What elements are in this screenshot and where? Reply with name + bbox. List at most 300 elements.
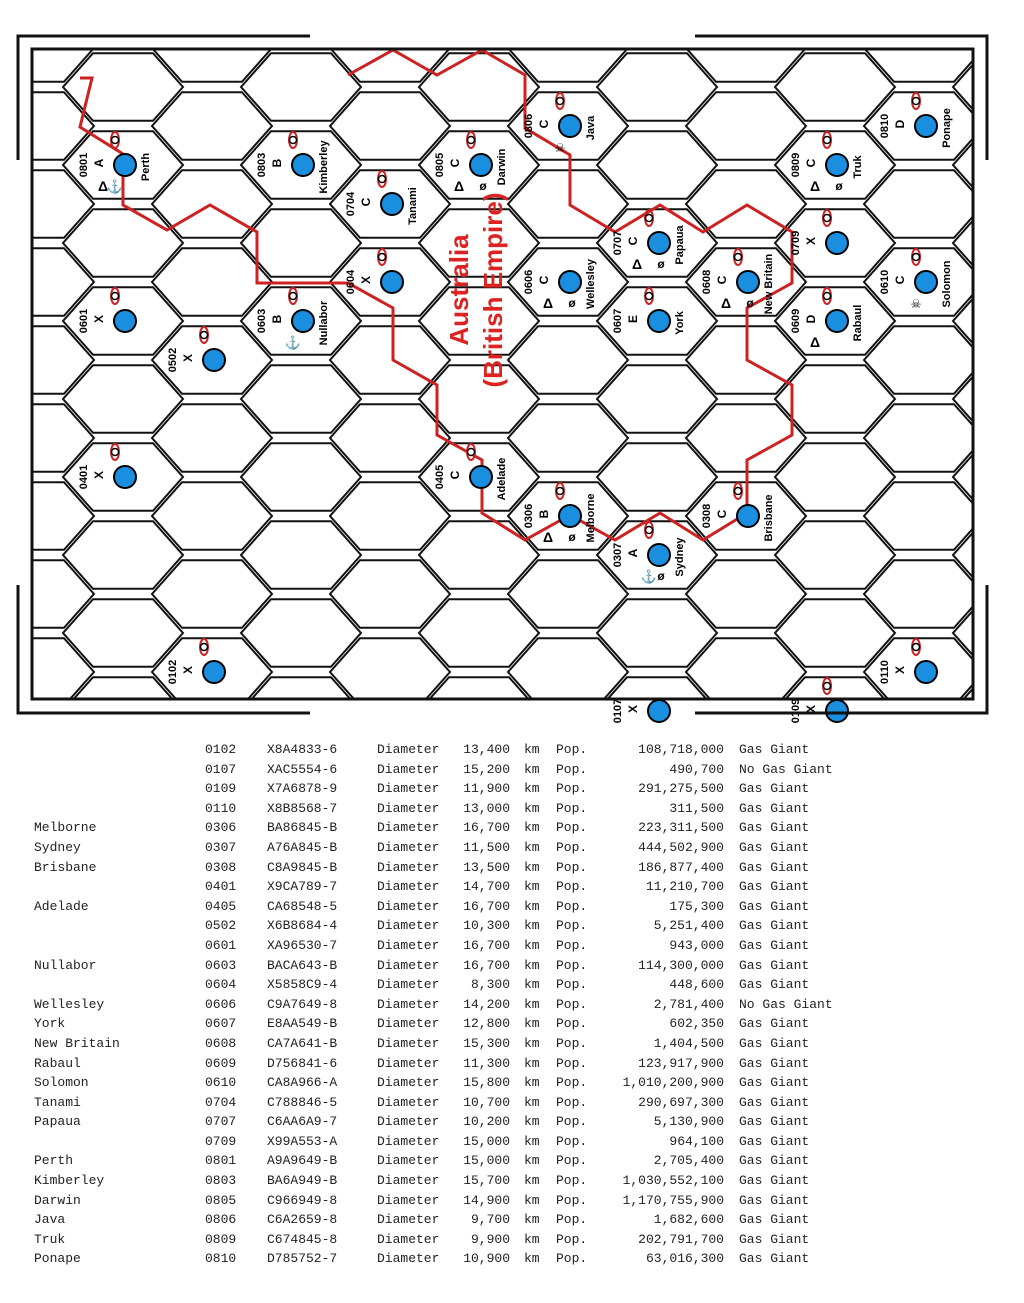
diameter-label: Diameter: [377, 996, 440, 1012]
hex-cell: 0801: [205, 1153, 237, 1169]
hex-number: 0405: [434, 464, 446, 490]
km-label: km: [524, 1153, 540, 1169]
world-name: Wellesley: [585, 259, 597, 309]
uwp-cell: X8B8568-7: [267, 800, 338, 816]
starport-code: X: [804, 236, 818, 246]
diameter-label: Diameter: [377, 1035, 440, 1051]
hex-number: 0107: [612, 698, 624, 724]
uwp-cell: X7A6878-9: [267, 781, 338, 797]
uwp-cell: X6B8684-4: [267, 918, 338, 934]
diameter-label: Diameter: [377, 1231, 440, 1247]
hex-cell: 0704: [205, 1094, 237, 1110]
table-row: [0, 860, 1024, 880]
km-label: km: [524, 1055, 540, 1071]
hex-cell: 0603: [205, 957, 237, 973]
world-icon: [826, 154, 848, 176]
population-value: 123,917,900: [638, 1055, 724, 1071]
uwp-cell: D756841-6: [267, 1055, 338, 1071]
hex-cell: 0102: [205, 742, 237, 757]
world-icon: [826, 310, 848, 332]
world-icon: [470, 154, 492, 176]
hex-cell: 0806: [205, 1212, 237, 1228]
diameter-value: 14,900: [463, 1192, 510, 1208]
world-icon: [559, 505, 581, 527]
diameter-value: 10,900: [463, 1251, 510, 1267]
starport-code: X: [92, 470, 106, 480]
km-label: km: [524, 820, 540, 836]
diameter-value: 14,200: [463, 996, 510, 1012]
pop-label: Pop.: [556, 1035, 588, 1051]
starport-code: X: [92, 314, 106, 324]
pop-label: Pop.: [556, 1173, 588, 1189]
hex-cell: 0608: [205, 1035, 237, 1051]
diameter-label: Diameter: [377, 937, 440, 953]
world-icon: [648, 310, 670, 332]
hex-cell: 0306: [205, 820, 237, 836]
gas-giant-cell: Gas Giant: [739, 820, 810, 836]
scout-base-icon: Δ: [809, 178, 821, 194]
world-name: Adelade: [496, 457, 508, 501]
gas-giant-cell: No Gas Giant: [739, 996, 833, 1012]
pop-label: Pop.: [556, 1251, 588, 1267]
world-name: Sydney: [674, 537, 686, 577]
gas-giant-cell: Gas Giant: [739, 937, 810, 953]
hex-number: 0803: [256, 152, 268, 178]
population-value: 2,705,400: [653, 1153, 724, 1169]
world-icon: [381, 193, 403, 215]
uwp-cell: E8AA549-B: [267, 1016, 338, 1032]
uwp-cell: C6A2659-8: [267, 1212, 338, 1228]
world-icon: [114, 310, 136, 332]
world-name-cell: York: [34, 1016, 66, 1032]
km-label: km: [524, 1251, 540, 1267]
table-row: [0, 840, 1024, 860]
uwp-cell: D785752-7: [267, 1251, 338, 1267]
pop-label: Pop.: [556, 781, 588, 797]
world-name-cell: Brisbane: [34, 859, 97, 875]
world-name: Papaua: [674, 225, 686, 265]
population-value: 444,502,900: [638, 839, 724, 855]
diameter-value: 16,700: [463, 957, 510, 973]
pop-label: Pop.: [556, 859, 588, 875]
diameter-value: 14,700: [463, 879, 510, 895]
world-name: Melborne: [585, 493, 597, 543]
pop-label: Pop.: [556, 957, 588, 973]
km-label: km: [524, 1212, 540, 1228]
hex-cell: 0110: [205, 800, 237, 816]
pop-label: Pop.: [556, 1075, 588, 1091]
pop-label: Pop.: [556, 1094, 588, 1110]
world-icon: [915, 661, 937, 683]
uwp-cell: C6AA6A9-7: [267, 1114, 338, 1130]
hex-cell: 0610: [205, 1075, 237, 1091]
gas-giant-cell: Gas Giant: [739, 781, 810, 797]
region-label-line1: Australia: [444, 234, 474, 346]
world-icon: [470, 466, 492, 488]
km-label: km: [524, 859, 540, 875]
table-row: [0, 781, 1024, 801]
uwp-cell: BACA643-B: [267, 957, 338, 973]
world-name-cell: Perth: [34, 1153, 74, 1169]
km-label: km: [524, 742, 540, 757]
gas-giant-cell: Gas Giant: [739, 1133, 810, 1149]
starport-code: C: [537, 275, 551, 285]
world-name-cell: Solomon: [34, 1075, 89, 1091]
hex-cell: 0809: [205, 1231, 237, 1247]
uwp-cell: BA86845-B: [267, 820, 338, 836]
km-label: km: [524, 1035, 540, 1051]
travel-zone-icon: ☠: [554, 141, 566, 155]
world-name: Solomon: [941, 260, 953, 308]
pop-label: Pop.: [556, 977, 588, 993]
starport-code: C: [715, 275, 729, 285]
pop-label: Pop.: [556, 1192, 588, 1208]
world-name: York: [674, 311, 686, 335]
world-name-cell: Melborne: [34, 820, 97, 836]
gas-giant-cell: Gas Giant: [739, 1251, 810, 1267]
table-row: [0, 1193, 1024, 1213]
table-row: [0, 1056, 1024, 1076]
hex-cell: 0601: [205, 937, 237, 953]
world-icon: [737, 505, 759, 527]
gas-giant-cell: Gas Giant: [739, 1055, 810, 1071]
uwp-cell: A76A845-B: [267, 839, 338, 855]
world-icon: [114, 466, 136, 488]
km-label: km: [524, 839, 540, 855]
table-row: [0, 1251, 1024, 1271]
pop-label: Pop.: [556, 1016, 588, 1032]
pop-label: Pop.: [556, 879, 588, 895]
gas-giant-cell: Gas Giant: [739, 1153, 810, 1169]
pop-label: Pop.: [556, 937, 588, 953]
world-icon: [915, 115, 937, 137]
km-label: km: [524, 781, 540, 797]
scout-base-icon: Δ: [809, 334, 821, 350]
uwp-cell: C8A9845-B: [267, 859, 338, 875]
population-value: 448,600: [669, 977, 724, 993]
hex-cell: 0307: [205, 839, 237, 855]
population-value: 11,210,700: [645, 879, 724, 895]
hex-number: 0810: [879, 113, 891, 139]
km-label: km: [524, 800, 540, 816]
hex-number: 0307: [612, 542, 624, 568]
world-icon: [559, 115, 581, 137]
table-row: [0, 1153, 1024, 1173]
diameter-value: 9,700: [470, 1212, 510, 1228]
table-row: [0, 1036, 1024, 1056]
population-value: 311,500: [669, 800, 724, 816]
table-row: [0, 879, 1024, 899]
uwp-cell: BA6A949-B: [267, 1173, 338, 1189]
pop-label: Pop.: [556, 1153, 588, 1169]
table-row: [0, 1016, 1024, 1036]
hex-number: 0608: [701, 269, 713, 295]
population-value: 291,275,500: [638, 781, 724, 797]
km-label: km: [524, 918, 540, 934]
naval-base-icon: ⚓: [106, 179, 124, 194]
population-value: 290,697,300: [638, 1094, 724, 1110]
world-name-cell: Ponape: [34, 1251, 81, 1267]
world-name: New Britain: [763, 253, 775, 315]
population-value: 602,350: [669, 1016, 724, 1032]
population-value: 2,781,400: [653, 996, 724, 1012]
diameter-value: 11,900: [463, 781, 510, 797]
population-value: 63,016,300: [645, 1251, 724, 1267]
gas-giant-cell: Gas Giant: [739, 918, 810, 934]
world-data-table: [0, 742, 1024, 1271]
population-value: 114,300,000: [638, 957, 724, 973]
km-label: km: [524, 1114, 540, 1130]
starport-code: X: [626, 704, 640, 714]
starport-code: C: [537, 119, 551, 129]
pop-label: Pop.: [556, 996, 588, 1012]
diameter-label: Diameter: [377, 1192, 440, 1208]
world-icon: [292, 154, 314, 176]
naval-base-icon: ⚓: [640, 569, 658, 584]
diameter-value: 10,200: [463, 1114, 510, 1130]
gas-giant-cell: Gas Giant: [739, 879, 810, 895]
pop-label: Pop.: [556, 742, 588, 757]
population-value: 186,877,400: [638, 859, 724, 875]
scout-base-icon: Δ: [453, 178, 465, 194]
table-row: [0, 762, 1024, 782]
world-icon: [648, 232, 670, 254]
naval-base-icon: ⚓: [284, 335, 302, 350]
diameter-value: 15,700: [463, 1173, 510, 1189]
gas-giant-cell: No Gas Giant: [739, 761, 833, 777]
world-name-cell: Java: [34, 1212, 66, 1228]
scout-base-icon: Δ: [542, 295, 554, 311]
population-value: 943,000: [669, 937, 724, 953]
diameter-value: 10,700: [463, 1094, 510, 1110]
hex-number: 0805: [434, 152, 446, 178]
starport-code: C: [893, 275, 907, 285]
table-row: [0, 899, 1024, 919]
diameter-label: Diameter: [377, 977, 440, 993]
world-name-cell: Adelade: [34, 898, 89, 914]
table-row: [0, 1212, 1024, 1232]
diameter-label: Diameter: [377, 898, 440, 914]
diameter-label: Diameter: [377, 1075, 440, 1091]
hex-cell: 0607: [205, 1016, 237, 1032]
scout-base-icon: Δ: [97, 178, 109, 194]
hex-number: 0607: [612, 308, 624, 334]
hex-number: 0502: [167, 347, 179, 373]
hex-number: 0109: [790, 698, 802, 724]
diameter-value: 8,300: [470, 977, 510, 993]
scout-base-icon: Δ: [542, 529, 554, 545]
pop-label: Pop.: [556, 820, 588, 836]
world-name: Ponape: [941, 108, 953, 148]
gas-giant-cell: Gas Giant: [739, 1212, 810, 1228]
water-icon: ø: [568, 296, 576, 310]
world-icon: [826, 700, 848, 722]
hex-number: 0604: [345, 269, 357, 295]
starport-code: B: [270, 158, 284, 168]
km-label: km: [524, 1016, 540, 1032]
world-icon: [826, 232, 848, 254]
km-label: km: [524, 898, 540, 914]
pop-label: Pop.: [556, 1133, 588, 1149]
world-name-cell: Rabaul: [34, 1055, 81, 1071]
table-row: [0, 997, 1024, 1017]
water-icon: ø: [657, 257, 665, 271]
world-name-cell: Kimberley: [34, 1173, 105, 1189]
table-row: [0, 918, 1024, 938]
hex-number: 0110: [879, 660, 891, 684]
gas-giant-cell: Gas Giant: [739, 839, 810, 855]
world-icon: [114, 154, 136, 176]
diameter-value: 13,500: [463, 859, 510, 875]
diameter-value: 9,900: [470, 1231, 510, 1247]
diameter-label: Diameter: [377, 859, 440, 875]
starport-code: A: [626, 548, 640, 558]
hex-number: 0606: [523, 269, 535, 295]
gas-giant-cell: Gas Giant: [739, 898, 810, 914]
starport-code: C: [448, 158, 462, 168]
diameter-label: Diameter: [377, 1251, 440, 1267]
population-value: 223,311,500: [638, 820, 724, 836]
population-value: 175,300: [669, 898, 724, 914]
diameter-label: Diameter: [377, 800, 440, 816]
diameter-label: Diameter: [377, 820, 440, 836]
uwp-cell: CA7A641-B: [267, 1035, 338, 1051]
table-row: [0, 1232, 1024, 1252]
km-label: km: [524, 957, 540, 973]
table-row: [0, 1173, 1024, 1193]
table-row: [0, 1095, 1024, 1115]
population-value: 1,404,500: [653, 1035, 724, 1051]
hex-number: 0609: [790, 308, 802, 334]
population-value: 5,130,900: [653, 1114, 724, 1130]
diameter-value: 15,300: [463, 1035, 510, 1051]
diameter-value: 11,300: [463, 1055, 510, 1071]
population-value: 108,718,000: [638, 742, 724, 757]
water-icon: ø: [657, 569, 665, 583]
diameter-label: Diameter: [377, 742, 440, 757]
starport-code: C: [359, 197, 373, 207]
world-name: Brisbane: [763, 494, 775, 542]
hex-number: 0401: [78, 464, 90, 490]
starport-code: C: [804, 158, 818, 168]
hex-cell: 0109: [205, 781, 237, 797]
diameter-label: Diameter: [377, 1114, 440, 1130]
uwp-cell: C966949-8: [267, 1192, 338, 1208]
diameter-label: Diameter: [377, 1094, 440, 1110]
gas-giant-cell: Gas Giant: [739, 1231, 810, 1247]
world-icon: [381, 271, 403, 293]
hex-number: 0806: [523, 113, 535, 139]
world-icon: [737, 271, 759, 293]
scout-base-icon: Δ: [720, 295, 732, 311]
gas-giant-cell: Gas Giant: [739, 1075, 810, 1091]
table-row: [0, 1114, 1024, 1134]
table-row: [0, 958, 1024, 978]
world-icon: [648, 544, 670, 566]
starport-code: C: [448, 470, 462, 480]
world-icon: [648, 700, 670, 722]
diameter-label: Diameter: [377, 1173, 440, 1189]
km-label: km: [524, 1192, 540, 1208]
starport-code: X: [893, 665, 907, 675]
pop-label: Pop.: [556, 1055, 588, 1071]
km-label: km: [524, 1094, 540, 1110]
diameter-label: Diameter: [377, 1153, 440, 1169]
population-value: 1,010,200,900: [622, 1075, 724, 1091]
population-value: 964,100: [669, 1133, 724, 1149]
diameter-value: 15,000: [463, 1153, 510, 1169]
uwp-cell: C674845-8: [267, 1231, 338, 1247]
region-label-line2: (British Empire): [478, 192, 508, 388]
diameter-label: Diameter: [377, 879, 440, 895]
table-row: [0, 977, 1024, 997]
diameter-value: 10,300: [463, 918, 510, 934]
water-icon: ø: [746, 296, 754, 310]
hex-cell: 0308: [205, 859, 237, 875]
water-icon: ø: [835, 179, 843, 193]
gas-giant-cell: Gas Giant: [739, 1173, 810, 1189]
world-name: Perth: [140, 152, 152, 182]
pop-label: Pop.: [556, 918, 588, 934]
world-name-cell: Papaua: [34, 1114, 81, 1130]
uwp-cell: X9CA789-7: [267, 879, 338, 895]
pop-label: Pop.: [556, 761, 588, 777]
hex-number: 0704: [345, 191, 357, 217]
hex-cell: 0107: [205, 761, 237, 777]
diameter-value: 16,700: [463, 937, 510, 953]
world-icon: [915, 271, 937, 293]
starport-code: C: [715, 509, 729, 519]
starport-code: X: [181, 665, 195, 675]
uwp-cell: CA8A966-A: [267, 1075, 338, 1091]
pop-label: Pop.: [556, 1114, 588, 1130]
world-name-cell: Nullabor: [34, 957, 97, 973]
water-icon: ø: [479, 179, 487, 193]
uwp-cell: XAC5554-6: [267, 761, 338, 777]
table-row: [0, 801, 1024, 821]
gas-giant-cell: Gas Giant: [739, 1094, 810, 1110]
starport-code: B: [537, 509, 551, 519]
world-name: Kimberley: [318, 140, 330, 194]
population-value: 202,791,700: [638, 1231, 724, 1247]
diameter-value: 15,200: [463, 761, 510, 777]
hex-cell: 0604: [205, 977, 237, 993]
diameter-label: Diameter: [377, 957, 440, 973]
diameter-value: 16,700: [463, 820, 510, 836]
world-icon: [559, 271, 581, 293]
diameter-value: 13,000: [463, 800, 510, 816]
population-value: 5,251,400: [653, 918, 724, 934]
gas-giant-cell: Gas Giant: [739, 957, 810, 973]
table-row: [0, 938, 1024, 958]
uwp-cell: A9A9649-B: [267, 1153, 338, 1169]
diameter-label: Diameter: [377, 1016, 440, 1032]
gas-giant-cell: Gas Giant: [739, 977, 810, 993]
diameter-value: 13,400: [463, 742, 510, 757]
population-value: 1,170,755,900: [622, 1192, 724, 1208]
hex-number: 0801: [78, 152, 90, 178]
diameter-value: 11,500: [463, 839, 510, 855]
diameter-label: Diameter: [377, 1055, 440, 1071]
diameter-value: 15,000: [463, 1133, 510, 1149]
diameter-label: Diameter: [377, 918, 440, 934]
population-value: 1,682,600: [653, 1212, 724, 1228]
starport-code: E: [626, 314, 640, 324]
world-icon: [203, 349, 225, 371]
population-value: 1,030,552,100: [622, 1173, 724, 1189]
hex-number: 0707: [612, 230, 624, 256]
hex-number: 0610: [879, 269, 891, 295]
